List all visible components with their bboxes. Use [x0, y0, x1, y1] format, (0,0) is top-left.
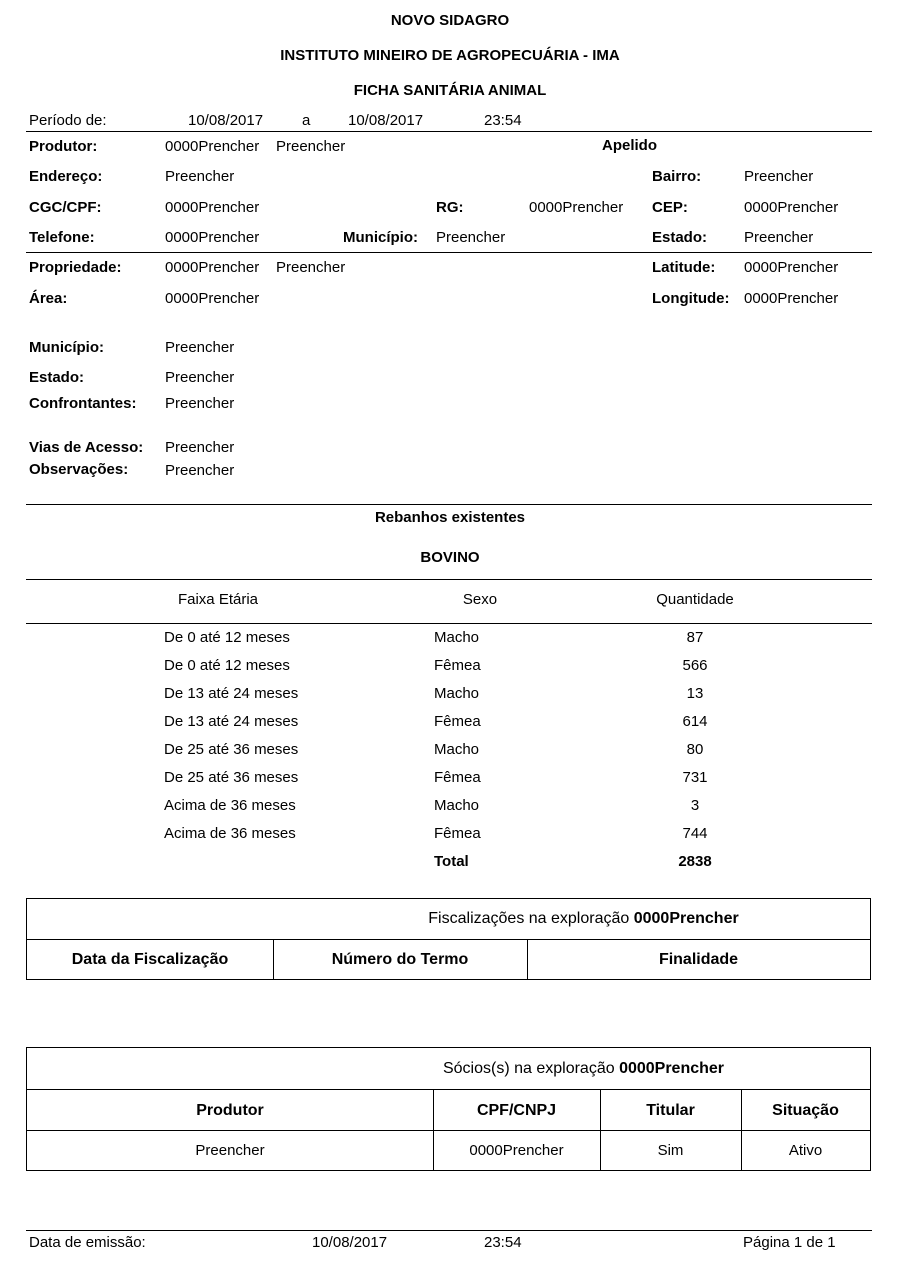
- herds-species: BOVINO: [420, 549, 480, 566]
- period-sep: a: [302, 112, 311, 129]
- period-time: 23:54: [484, 112, 522, 129]
- area-value: 0000Prencher: [165, 290, 260, 307]
- footer-page: Página 1 de 1: [743, 1234, 836, 1251]
- confrontantes-value: Preencher: [165, 395, 235, 412]
- divider: [26, 131, 872, 132]
- cep-label: CEP:: [652, 199, 688, 216]
- partners-table: [26, 1047, 871, 1171]
- period-start: 10/08/2017: [188, 112, 264, 129]
- divider: [26, 252, 872, 253]
- herd-quantidade-cell: 614: [682, 713, 708, 730]
- col-produtor: Produtor: [196, 1101, 264, 1119]
- header-line1: NOVO SIDAGRO: [390, 12, 510, 29]
- partner-situacao: Ativo: [788, 1142, 823, 1159]
- herd-faixa-cell: De 0 até 12 meses: [164, 629, 290, 646]
- vias-label: Vias de Acesso:: [29, 439, 144, 456]
- endereco-label: Endereço:: [29, 168, 103, 185]
- municipio-value: Preencher: [436, 229, 506, 246]
- cep-value: 0000Prencher: [744, 199, 839, 216]
- apelido-label: Apelido: [602, 137, 657, 154]
- propriedade-code: 0000Prencher: [165, 259, 260, 276]
- vias-value: Preencher: [165, 439, 235, 456]
- herd-faixa-cell: De 13 até 24 meses: [164, 685, 299, 702]
- herd-sexo-cell: Macho: [434, 797, 480, 814]
- longitude-value: 0000Prencher: [744, 290, 839, 307]
- total-label: Total: [434, 853, 469, 870]
- col-sexo-header: Sexo: [462, 591, 498, 608]
- endereco-value: Preencher: [165, 168, 235, 185]
- period-end: 10/08/2017: [348, 112, 424, 129]
- inspections-title: [158, 910, 738, 928]
- col-titular: Titular: [646, 1101, 695, 1119]
- prop-estado-value: Preencher: [165, 369, 235, 386]
- header-line3: FICHA SANITÁRIA ANIMAL: [353, 82, 547, 99]
- herd-sexo-cell: Macho: [434, 629, 480, 646]
- herd-sexo-cell: Fêmea: [434, 713, 481, 730]
- rg-value: 0000Prencher: [529, 199, 624, 216]
- propriedade-label: Propriedade:: [29, 259, 122, 276]
- herd-faixa-cell: Acima de 36 meses: [164, 825, 296, 842]
- cgc-label: CGC/CPF:: [29, 199, 102, 216]
- footer-time: 23:54: [484, 1234, 522, 1251]
- herd-faixa-cell: De 25 até 36 meses: [164, 769, 299, 786]
- herd-faixa-cell: De 13 até 24 meses: [164, 713, 299, 730]
- herd-quantidade-cell: 731: [682, 769, 708, 786]
- area-label: Área:: [29, 290, 68, 307]
- herd-sexo-cell: Fêmea: [434, 769, 481, 786]
- herd-sexo-cell: Fêmea: [434, 825, 481, 842]
- herds-title: Rebanhos existentes: [374, 509, 526, 526]
- partners-title: [173, 1060, 724, 1078]
- divider: [26, 504, 872, 505]
- inspections-title-prefix: Fiscalizações na exploração: [428, 910, 630, 927]
- bairro-value: Preencher: [744, 168, 814, 185]
- partners-title-code: 0000Prencher: [619, 1059, 725, 1077]
- header-line2: INSTITUTO MINEIRO DE AGROPECUÁRIA - IMA: [280, 47, 620, 64]
- footer-date: 10/08/2017: [312, 1234, 388, 1251]
- herd-quantidade-cell: 3: [690, 797, 700, 814]
- propriedade-name: Preencher: [276, 259, 346, 276]
- municipio-label: Município:: [343, 229, 418, 246]
- produtor-code: 0000Prencher: [165, 138, 260, 155]
- col-cpf-cnpj: CPF/CNPJ: [476, 1101, 557, 1119]
- footer-label: Data de emissão:: [29, 1234, 146, 1251]
- observacoes-label: Observações:: [29, 461, 129, 478]
- col-situacao: Situação: [772, 1101, 839, 1119]
- divider: [26, 579, 872, 580]
- prop-estado-label: Estado:: [29, 369, 85, 386]
- herd-sexo-cell: Fêmea: [434, 657, 481, 674]
- divider: [26, 1230, 872, 1231]
- table-row: [27, 1130, 870, 1170]
- col-data-fiscalizacao: Data da Fiscalização: [71, 950, 229, 968]
- divider: [26, 623, 872, 624]
- confrontantes-label: Confrontantes:: [29, 395, 137, 412]
- bairro-label: Bairro:: [652, 168, 702, 185]
- total-value: 2838: [678, 853, 712, 870]
- col-quantidade-header: Quantidade: [656, 591, 734, 608]
- herd-quantidade-cell: 744: [682, 825, 708, 842]
- inspections-table: [26, 898, 871, 980]
- longitude-label: Longitude:: [652, 290, 730, 307]
- col-faixa-header: Faixa Etária: [177, 591, 259, 608]
- latitude-label: Latitude:: [652, 259, 716, 276]
- herd-faixa-cell: De 0 até 12 meses: [164, 657, 290, 674]
- prop-municipio-label: Município:: [29, 339, 104, 356]
- col-finalidade: Finalidade: [658, 950, 739, 968]
- produtor-name: Preencher: [276, 138, 346, 155]
- cgc-value: 0000Prencher: [165, 199, 260, 216]
- latitude-value: 0000Prencher: [744, 259, 839, 276]
- produtor-label: Produtor:: [29, 138, 98, 155]
- partner-cpf: 0000Prencher: [469, 1142, 564, 1159]
- herd-quantidade-cell: 13: [686, 685, 704, 702]
- partner-produtor: Preencher: [195, 1142, 265, 1159]
- period-label: Período de:: [29, 112, 107, 129]
- telefone-label: Telefone:: [29, 229, 95, 246]
- herd-faixa-cell: De 25 até 36 meses: [164, 741, 299, 758]
- prop-municipio-value: Preencher: [165, 339, 235, 356]
- herd-sexo-cell: Macho: [434, 741, 480, 758]
- observacoes-value: Preencher: [165, 462, 235, 479]
- herd-quantidade-cell: 566: [682, 657, 708, 674]
- inspections-title-code: 0000Prencher: [633, 910, 739, 927]
- rg-label: RG:: [436, 199, 464, 216]
- herd-faixa-cell: Acima de 36 meses: [164, 797, 296, 814]
- estado-label: Estado:: [652, 229, 708, 246]
- estado-value: Preencher: [744, 229, 814, 246]
- herd-quantidade-cell: 80: [686, 741, 704, 758]
- herd-sexo-cell: Macho: [434, 685, 480, 702]
- col-numero-termo: Número do Termo: [331, 950, 469, 968]
- herd-quantidade-cell: 87: [686, 629, 704, 646]
- telefone-value: 0000Prencher: [165, 229, 260, 246]
- partner-titular: Sim: [657, 1142, 684, 1159]
- partners-title-prefix: Sócios(s) na exploração: [442, 1059, 615, 1077]
